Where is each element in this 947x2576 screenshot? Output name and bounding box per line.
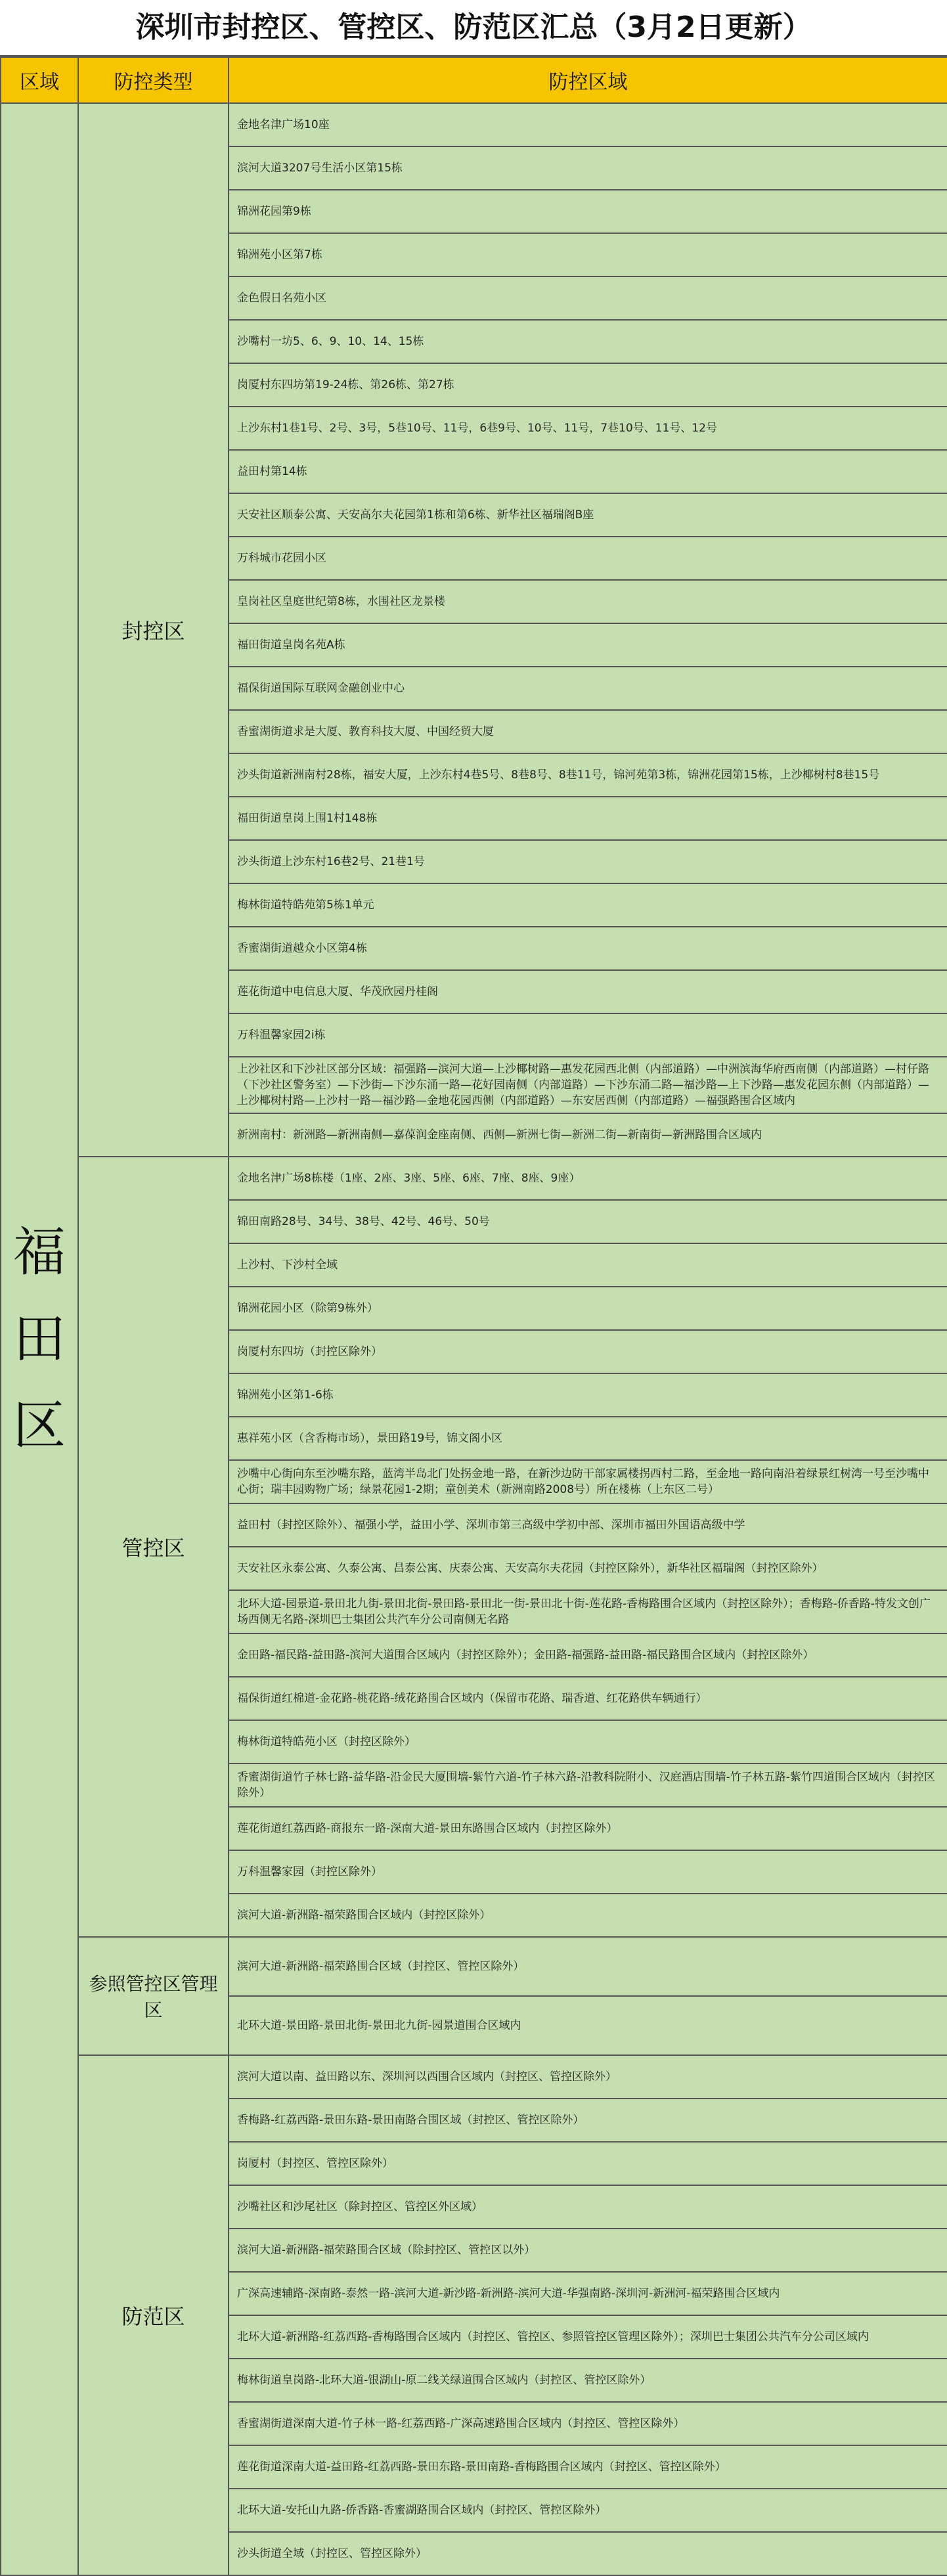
control-type-cell: 封控区 (78, 103, 229, 1157)
zone-cell: 北环大道-园景道-景田北九街-景田北街-景田路-景田北一街-景田北十街-莲花路-香梅路围合区域内（封控区除外）；香梅路-侨香路-特发文创广场西侧无名路-深圳巴士集团公共汽车分公司南侧无名路 (229, 1590, 947, 1633)
zone-cell: 沙头街道全域（封控区、管控区除外） (229, 2532, 947, 2575)
zone-cell: 香蜜湖街道竹子林七路-益华路-沿金民大厦围墙-紫竹六道-竹子林六路-沿教科院附小、汉庭酒店围墙-竹子林五路-紫竹四道围合区域内（封控区除外） (229, 1764, 947, 1807)
zone-cell: 滨河大道3207号生活小区第15栋 (229, 146, 947, 190)
zone-cell: 岗厦村东四坊第19-24栋、第26栋、第27栋 (229, 363, 947, 407)
zone-cell: 福保街道红棉道-金花路-桃花路-绒花路围合区域内（保留市花路、瑞香道、红花路供车辆通行） (229, 1677, 947, 1720)
zone-cell: 惠祥苑小区（含香梅市场），景田路19号，锦文阁小区 (229, 1417, 947, 1460)
page-title: 深圳市封控区、管控区、防范区汇总（3月2日更新） (0, 0, 947, 56)
zone-cell: 金色假日名苑小区 (229, 277, 947, 320)
zone-cell: 锦洲花园第9栋 (229, 190, 947, 233)
zone-cell: 锦洲苑小区第7栋 (229, 233, 947, 277)
zone-cell: 北环大道-新洲路-红荔西路-香梅路围合区域内（封控区、管控区、参照管控区管理区除外）；深圳巴士集团公共汽车分公司区域内 (229, 2315, 947, 2359)
zone-cell: 锦田南路28号、34号、38号、42号、46号、50号 (229, 1200, 947, 1243)
zone-cell: 上沙社区和下沙社区部分区域：福强路—滨河大道—上沙椰树路—惠发花园西北侧（内部道路）—中洲滨海华府西南侧（内部道路）—村仔路（下沙社区警务室）—下沙街—下沙东涌一路—花好园南侧（内部道路）—下沙东涌二路—福沙路—上下沙路—惠发花园东侧（内部道路）—上沙椰树村路—上沙村一路—福沙路—金地花园西侧（内部道路）—东安居西侧（内部道路）—福强路围合区域内 (229, 1057, 947, 1113)
zone-cell: 皇岗社区皇庭世纪第8栋，水围社区龙景楼 (229, 580, 947, 623)
zone-cell: 益田村（封控区除外）、福强小学，益田小学、深圳市第三高级中学初中部、深圳市福田外国语高级中学 (229, 1503, 947, 1547)
zone-cell: 香蜜湖街道越众小区第4栋 (229, 927, 947, 970)
district-label: 福田区 (13, 1222, 66, 1456)
zone-cell: 莲花街道中电信息大厦、华茂欣园丹桂阁 (229, 970, 947, 1013)
zone-cell: 沙嘴村一坊5、6、9、10、14、15栋 (229, 320, 947, 363)
zone-cell: 上沙东村1巷1号、2号、3号，5巷10号、11号，6巷9号、10号、11号，7巷10号、11号、12号 (229, 407, 947, 450)
header-area: 区域 (1, 57, 78, 103)
zone-cell: 沙嘴社区和沙尾社区（除封控区、管控区外区域） (229, 2185, 947, 2229)
zone-cell: 滨河大道-新洲路-福荣路围合区域（封控区、管控区除外） (229, 1937, 947, 1996)
zone-cell: 滨河大道-新洲路-福荣路围合区域（除封控区、管控区以外） (229, 2229, 947, 2272)
zone-cell: 岗厦村（封控区、管控区除外） (229, 2142, 947, 2185)
zone-cell: 香蜜湖街道深南大道-竹子林一路-红荔西路-广深高速路围合区域内（封控区、管控区除外） (229, 2402, 947, 2445)
zone-cell: 锦洲花园小区（除第9栋外） (229, 1287, 947, 1330)
zone-cell: 天安社区永泰公寓、久泰公寓、昌泰公寓、庆泰公寓、天安高尔夫花园（封控区除外），新华社区福瑞阁（封控区除外） (229, 1547, 947, 1590)
zone-cell: 梅林街道特皓苑第5栋1单元 (229, 883, 947, 927)
zone-cell: 沙嘴中心街向东至沙嘴东路，蓝湾半岛北门处拐金地一路，在新沙边防干部家属楼拐西村二路，至金地一路向南沿着绿景红树湾一号至沙嘴中心街；瑞丰园购物广场；绿景花园1-2期；童创美术（新洲南路2008号）所在楼栋（上东区二号） (229, 1460, 947, 1503)
control-type-cell: 防范区 (78, 2055, 229, 2575)
zone-cell: 万科温馨家园（封控区除外） (229, 1850, 947, 1894)
zone-cell: 福田街道皇岗上围1村148栋 (229, 797, 947, 840)
zone-cell: 北环大道-安托山九路-侨香路-香蜜湖路围合区域内（封控区、管控区除外） (229, 2489, 947, 2532)
zone-cell: 香蜜湖街道求是大厦、教育科技大厦、中国经贸大厦 (229, 710, 947, 753)
zone-cell: 沙头街道新洲南村28栋，福安大厦，上沙东村4巷5号、8巷8号、8巷11号，锦河苑第3栋，锦洲花园第15栋，上沙椰树村8巷15号 (229, 753, 947, 797)
zone-cell: 滨河大道以南、益田路以东、深圳河以西围合区域内（封控区、管控区除外） (229, 2055, 947, 2099)
zone-cell: 沙头街道上沙东村16巷2号、21巷1号 (229, 840, 947, 883)
control-type-cell: 管控区 (78, 1157, 229, 1937)
zone-cell: 上沙村、下沙村全域 (229, 1243, 947, 1287)
zone-cell: 梅林街道皇岗路-北环大道-银湖山-原二线关绿道围合区域内（封控区、管控区除外） (229, 2359, 947, 2402)
header-row (1, 57, 947, 103)
zone-cell: 梅林街道特皓苑小区（封控区除外） (229, 1720, 947, 1764)
zone-cell: 万科城市花园小区 (229, 537, 947, 580)
zone-cell: 益田村第14栋 (229, 450, 947, 493)
zone-cell: 岗厦村东四坊（封控区除外） (229, 1330, 947, 1373)
zone-cell: 福田街道皇岗名苑A栋 (229, 623, 947, 667)
header-zone: 防控区域 (229, 57, 947, 103)
zone-cell: 金地名津广场8栋楼（1座、2座、3座、5座、6座、7座、8座、9座） (229, 1157, 947, 1200)
zone-table (0, 56, 947, 2576)
table-row (1, 103, 947, 146)
zone-cell: 香梅路-红荔西路-景田东路-景田南路合围区域（封控区、管控区除外） (229, 2099, 947, 2142)
table-row (1, 1157, 947, 1200)
header-type: 防控类型 (78, 57, 229, 103)
zone-cell: 万科温馨家园2i栋 (229, 1013, 947, 1057)
zone-cell: 福保街道国际互联网金融创业中心 (229, 667, 947, 710)
table-row (1, 1937, 947, 1996)
zone-cell: 滨河大道-新洲路-福荣路围合区域内（封控区除外） (229, 1894, 947, 1937)
zone-cell: 莲花街道红荔西路-商报东一路-深南大道-景田东路围合区域内（封控区除外） (229, 1807, 947, 1850)
zone-cell: 金地名津广场10座 (229, 103, 947, 146)
zone-cell: 莲花街道深南大道-益田路-红荔西路-景田东路-景田南路-香梅路围合区域内（封控区、管控区除外） (229, 2445, 947, 2489)
zone-body (1, 103, 947, 2575)
district-cell (1, 103, 78, 2575)
zone-cell: 天安社区顺泰公寓、天安高尔夫花园第1栋和第6栋、新华社区福瑞阁B座 (229, 493, 947, 537)
zone-cell: 新洲南村：新洲路—新洲南侧—嘉葆润金座南侧、西侧—新洲七街—新洲二街—新南街—新洲路围合区域内 (229, 1113, 947, 1157)
zone-cell: 广深高速辅路-深南路-泰然一路-滨河大道-新沙路-新洲路-滨河大道-华强南路-深圳河-新洲河-福荣路围合区域内 (229, 2272, 947, 2315)
zone-cell: 金田路-福民路-益田路-滨河大道围合区域内（封控区除外）；金田路-福强路-益田路-福民路围合区域内（封控区除外） (229, 1633, 947, 1677)
zone-cell: 锦洲苑小区第1-6栋 (229, 1373, 947, 1417)
zone-cell: 北环大道-景田路-景田北街-景田北九街-园景道围合区域内 (229, 1996, 947, 2055)
control-type-cell: 参照管控区管理区 (78, 1937, 229, 2055)
table-row (1, 2055, 947, 2099)
